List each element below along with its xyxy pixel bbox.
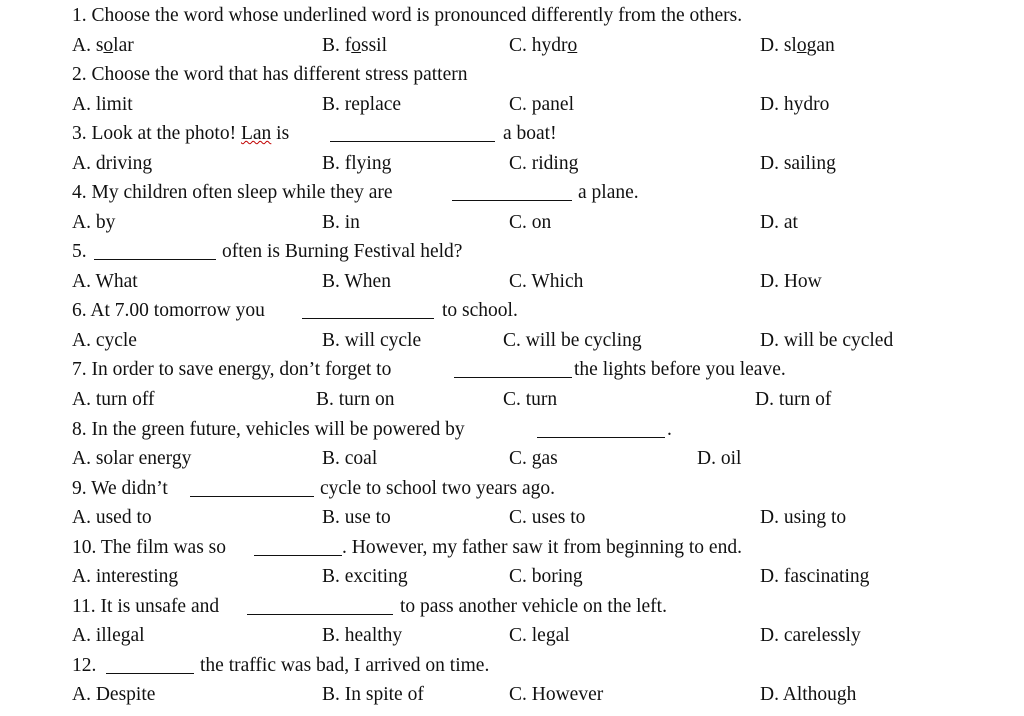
stem-text: 4. My children often sleep while they are	[72, 182, 393, 203]
answer-blank	[537, 419, 665, 438]
option-a: A. solar energy	[72, 448, 192, 469]
stem-text-after: the lights before you leave.	[574, 359, 786, 380]
option-b: B. exciting	[322, 566, 408, 587]
option-c: C. turn	[503, 389, 558, 410]
option-a: A. Despite	[72, 684, 156, 705]
question-9-options	[0, 503, 1024, 532]
spellcheck-word: Lan	[240, 123, 272, 144]
question-6-stem	[0, 296, 1024, 325]
question-5-stem	[0, 237, 1024, 266]
option-c: C. riding	[509, 153, 579, 174]
stem-text: 10. The film was so	[72, 537, 227, 558]
question-8-stem	[0, 415, 1024, 444]
stem-text-after: often is Burning Festival held?	[222, 241, 463, 262]
question-2-options	[0, 90, 1024, 119]
stem-text: 11. It is unsafe and	[72, 596, 220, 617]
stem-text-after: . However, my father saw it from beginning to end.	[342, 537, 742, 558]
question-4-options	[0, 208, 1024, 237]
stem-text: 12.	[72, 655, 97, 676]
option-b: B. will cycle	[322, 330, 422, 351]
option-d: D. How	[760, 271, 822, 292]
question-3-options	[0, 149, 1024, 178]
option-c: C. Which	[509, 271, 584, 292]
option-d: D. at	[760, 212, 798, 233]
option-a: A. driving	[72, 153, 153, 174]
stem-text-after: .	[667, 419, 672, 440]
option-d: D. will be cycled	[760, 330, 894, 351]
option-d: D. Although	[760, 684, 857, 705]
option-c: C. panel	[509, 94, 574, 115]
option-d: D. turn of	[755, 389, 832, 410]
question-11-options	[0, 621, 1024, 650]
option-c: C. boring	[509, 566, 583, 587]
question-10-stem	[0, 533, 1024, 562]
answer-blank	[247, 596, 393, 615]
question-10-options	[0, 562, 1024, 591]
option-a: A. cycle	[72, 330, 137, 351]
answer-blank	[330, 123, 495, 142]
option-b: B. turn on	[316, 389, 395, 410]
option-c: C. legal	[509, 625, 570, 646]
question-9-stem	[0, 474, 1024, 503]
option-d: D. fascinating	[760, 566, 870, 587]
answer-blank	[302, 300, 434, 319]
answer-blank	[190, 478, 314, 497]
stem-text: 3. Look at the photo! Lan is	[72, 123, 290, 144]
option-b: B. in	[322, 212, 360, 233]
option-d: D. oil	[697, 448, 742, 469]
question-8-options	[0, 444, 1024, 473]
option-d: D. hydro	[760, 94, 830, 115]
option-b: B. When	[322, 271, 391, 292]
stem-text: 2. Choose the word that has different stress pattern	[72, 64, 468, 85]
option-b: B. use to	[322, 507, 391, 528]
question-4-stem	[0, 178, 1024, 207]
answer-blank	[94, 241, 216, 260]
stem-text-after: cycle to school two years ago.	[320, 478, 556, 499]
option-c: C. hydro	[509, 35, 578, 56]
stem-text-after: a boat!	[503, 123, 557, 144]
option-b: B. In spite of	[322, 684, 424, 705]
answer-blank	[106, 655, 194, 674]
stem-text: 6. At 7.00 tomorrow you	[72, 300, 265, 321]
stem-text-after: to school.	[442, 300, 518, 321]
option-a: A. What	[72, 271, 138, 292]
question-1-stem	[0, 1, 1024, 30]
question-12-options	[0, 680, 1024, 709]
question-1-options	[0, 31, 1024, 60]
option-d: D. using to	[760, 507, 847, 528]
option-a: A. solar	[72, 35, 134, 56]
answer-blank	[254, 537, 342, 556]
option-c: C. gas	[509, 448, 558, 469]
question-12-stem	[0, 651, 1024, 680]
option-a: A. interesting	[72, 566, 179, 587]
stem-text: 1. Choose the word whose underlined word is pronounced differently from the others.	[72, 5, 743, 26]
stem-text: 7. In order to save energy, don’t forget to	[72, 359, 392, 380]
option-b: B. healthy	[322, 625, 403, 646]
question-2-stem	[0, 60, 1024, 89]
question-6-options	[0, 326, 1024, 355]
answer-blank	[454, 359, 572, 378]
option-a: A. by	[72, 212, 116, 233]
question-11-stem	[0, 592, 1024, 621]
option-d: D. slogan	[760, 35, 835, 56]
question-7-stem	[0, 355, 1024, 384]
option-d: D. sailing	[760, 153, 836, 174]
option-a: A. limit	[72, 94, 133, 115]
question-5-options	[0, 267, 1024, 296]
option-c: C. will be cycling	[503, 330, 642, 351]
option-b: B. fossil	[322, 35, 388, 56]
option-b: B. replace	[322, 94, 402, 115]
question-7-options	[0, 385, 1024, 414]
option-d: D. carelessly	[760, 625, 861, 646]
stem-text-after: to pass another vehicle on the left.	[400, 596, 667, 617]
option-a: A. turn off	[72, 389, 155, 410]
stem-text: 8. In the green future, vehicles will be powered by	[72, 419, 465, 440]
question-3-stem	[0, 119, 1024, 148]
stem-text-after: the traffic was bad, I arrived on time.	[200, 655, 490, 676]
stem-text: 5.	[72, 241, 87, 262]
option-b: B. flying	[322, 153, 392, 174]
answer-blank	[452, 182, 572, 201]
option-a: A. used to	[72, 507, 152, 528]
option-a: A. illegal	[72, 625, 145, 646]
option-c: C. uses to	[509, 507, 586, 528]
stem-text: 9. We didn’t	[72, 478, 168, 499]
option-c: C. However	[509, 684, 604, 705]
stem-text-after: a plane.	[578, 182, 639, 203]
option-c: C. on	[509, 212, 552, 233]
option-b: B. coal	[322, 448, 378, 469]
